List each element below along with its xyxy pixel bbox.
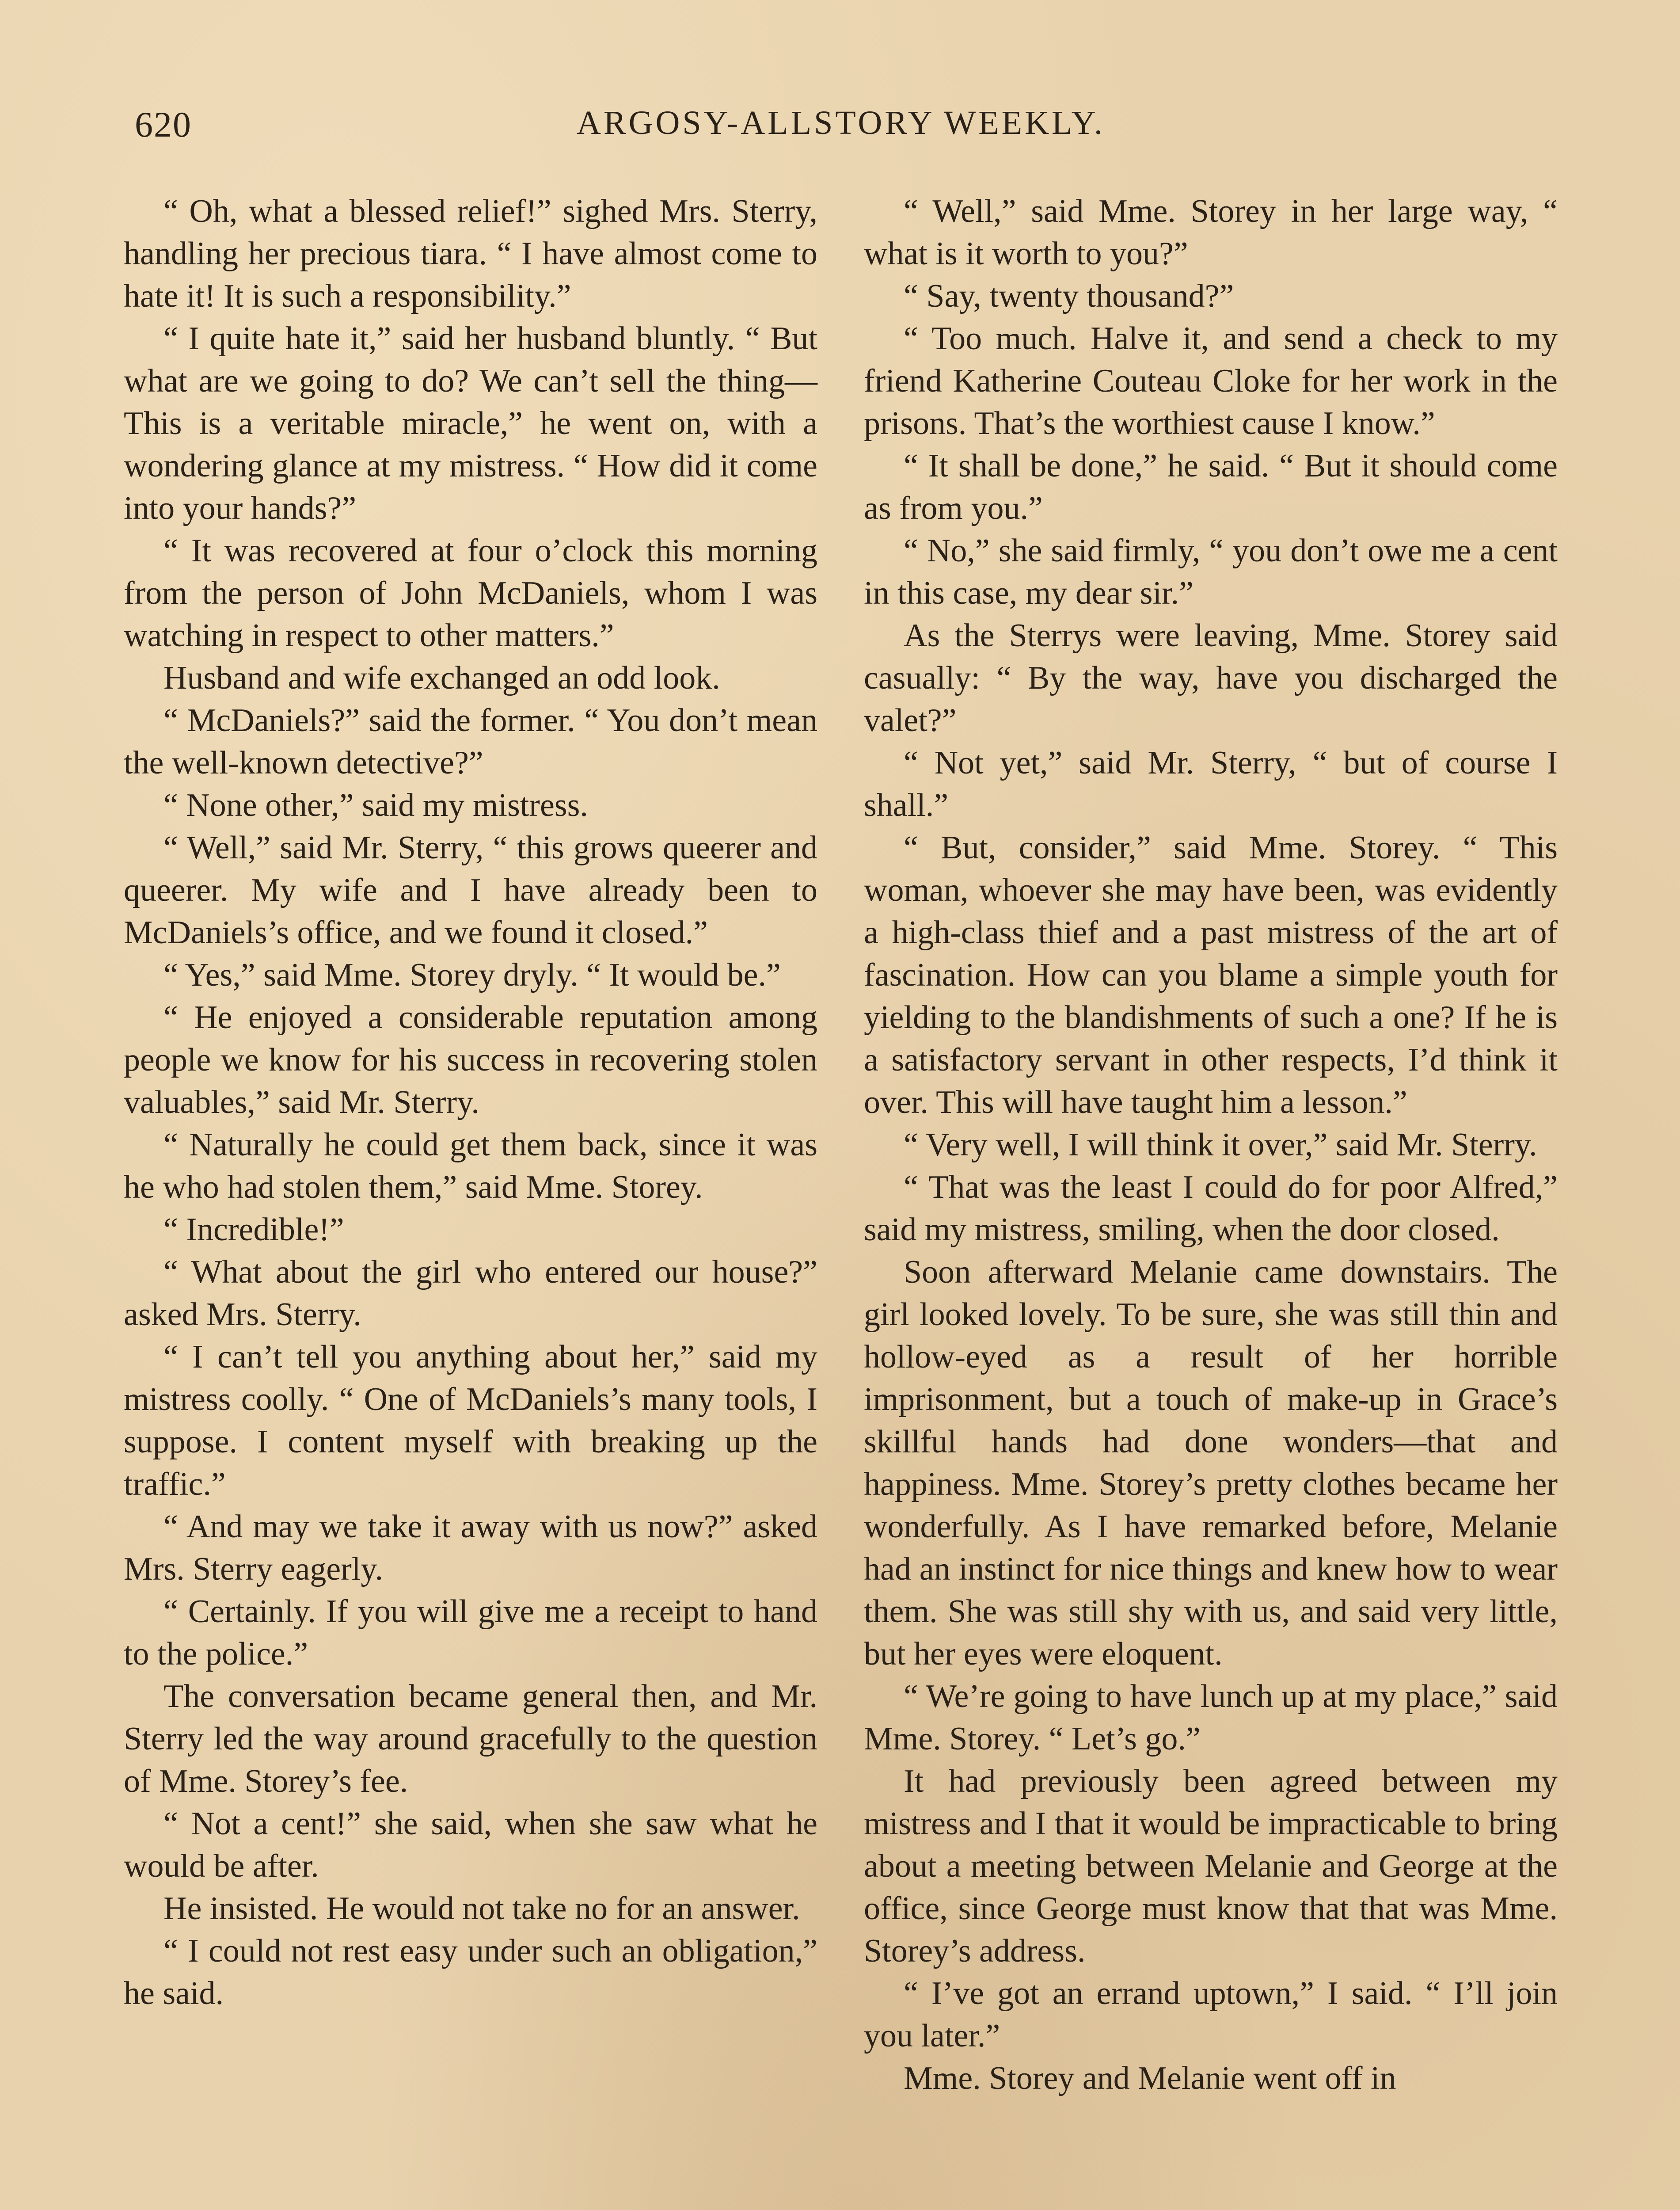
paragraph: “ And may we take it away with us now?” asked Mrs. Sterry eagerly. [124,1509,817,1587]
paragraph: “ Incredible!” [163,1212,344,1248]
paragraph: The conversation became general then, and Mr. Sterry led the way around gracefully to the question of Mme. Storey’s fee. [124,1678,817,1799]
paragraph: “ Not yet,” said Mr. Sterry, “ but of course I shall.” [864,745,1558,823]
paragraph: “ It was recovered at four o’clock this morning from the person of John McDaniels, whom I was watching in respect to other matters.” [124,533,817,654]
paragraph: “ Very well, I will think it over,” said Mr. Sterry. [904,1127,1537,1163]
paragraph: “ I quite hate it,” said her husband bluntly. “ But what are we going to do? We can’t sell the thing— This is a veritable miracle,” he went on, with a wondering glance at my mistress. “ How did it come into your hands?” [124,320,817,526]
paragraph: “ Certainly. If you will give me a receipt to hand to the police.” [124,1593,817,1672]
paragraph: “ Yes,” said Mme. Storey dryly. “ It would be.” [163,957,781,993]
paragraph: “ No,” she said firmly, “ you don’t owe me a cent in this case, my dear sir.” [864,533,1558,611]
paragraph: “ I can’t tell you anything about her,” said my mistress coolly. “ One of McDaniels’s many tools, I suppose. I content myself with breaking up the traffic.” [124,1339,817,1502]
paragraph: Soon afterward Melanie came downstairs. The girl looked lovely. To be sure, she was still thin and hollow-eyed as a result of her horrible imprisonment, but a touch of make-up in Grace’s skillful hands had done wonders—that and happiness. Mme. Storey’s pretty clothes became her wonderfully. As I have remarked before, Melanie had an instinct for nice things and knew how to wear them. She was still shy with us, and said very little, but her eyes were eloquent. [864,1254,1558,1672]
paragraph: “ None other,” said my mistress. [163,787,588,823]
paragraph: “ Say, twenty thousand?” [904,278,1234,314]
paragraph: “ Too much. Halve it, and send a check to my friend Katherine Couteau Cloke for her work in the prisons. That’s the worthiest cause I know.” [864,320,1558,442]
paragraph: “ Naturally he could get them back, since it was he who had stolen them,” said Mme. Storey. [124,1127,817,1205]
paragraph: “ Well,” said Mr. Sterry, “ this grows queerer and queerer. My wife and I have already been to McDaniels’s office, and we found it closed.” [124,830,817,951]
paragraph: It had previously been agreed between my mistress and I that it would be impracticable to bring about a meeting between Melanie and George at the office, since George must know that that was Mme. Storey’s address. [864,1763,1558,1969]
paragraph: Mme. Storey and Melanie went off in [904,2060,1396,2096]
paragraph: “ But, consider,” said Mme. Storey. “ This woman, whoever she may have been, was evidently a high-class thief and a past mistress of the art of fascination. How can you blame a simple youth for yielding to the blandishments of such a one? If he is a satisfactory servant in other respects, I’d think it over. This will have taught him a lesson.” [864,830,1558,1120]
paragraph: He insisted. He would not take no for an answer. [163,1890,800,1927]
paragraph: “ He enjoyed a considerable reputation among people we know for his success in recovering stolen valuables,” said Mr. Sterry. [124,999,817,1120]
paragraph: “ We’re going to have lunch up at my place,” said Mme. Storey. “ Let’s go.” [864,1678,1558,1757]
paragraph: “ Not a cent!” she said, when she saw what he would be after. [124,1806,817,1884]
paragraph: “ I’ve got an errand uptown,” I said. “ I’ll join you later.” [864,1975,1558,2054]
right-column [864,190,1558,2100]
left-column [124,190,817,2015]
page-header [135,104,1566,157]
paragraph: “ That was the least I could do for poor Alfred,” said my mistress, smiling, when the door closed. [864,1169,1558,1248]
paragraph: “ McDaniels?” said the former. “ You don’t mean the well-known detective?” [124,702,817,781]
paragraph: “ Well,” said Mme. Storey in her large way, “ what is it worth to you?” [864,193,1558,272]
paragraph: “ Oh, what a blessed relief!” sighed Mrs. Sterry, handling her precious tiara. “ I have almost come to hate it! It is such a responsibility.” [124,193,817,314]
paragraph: “ It shall be done,” he said. “ But it should come as from you.” [864,448,1558,526]
running-title: ARGOSY-ALLSTORY WEEKLY. [577,104,1105,141]
paragraph: “ What about the girl who entered our house?” asked Mrs. Sterry. [124,1254,817,1333]
paragraph: As the Sterrys were leaving, Mme. Storey said casually: “ By the way, have you discharged the valet?” [864,617,1558,739]
paragraph: Husband and wife exchanged an odd look. [163,660,720,696]
page-number: 620 [135,104,192,145]
paragraph: “ I could not rest easy under such an obligation,” he said. [124,1933,817,2012]
